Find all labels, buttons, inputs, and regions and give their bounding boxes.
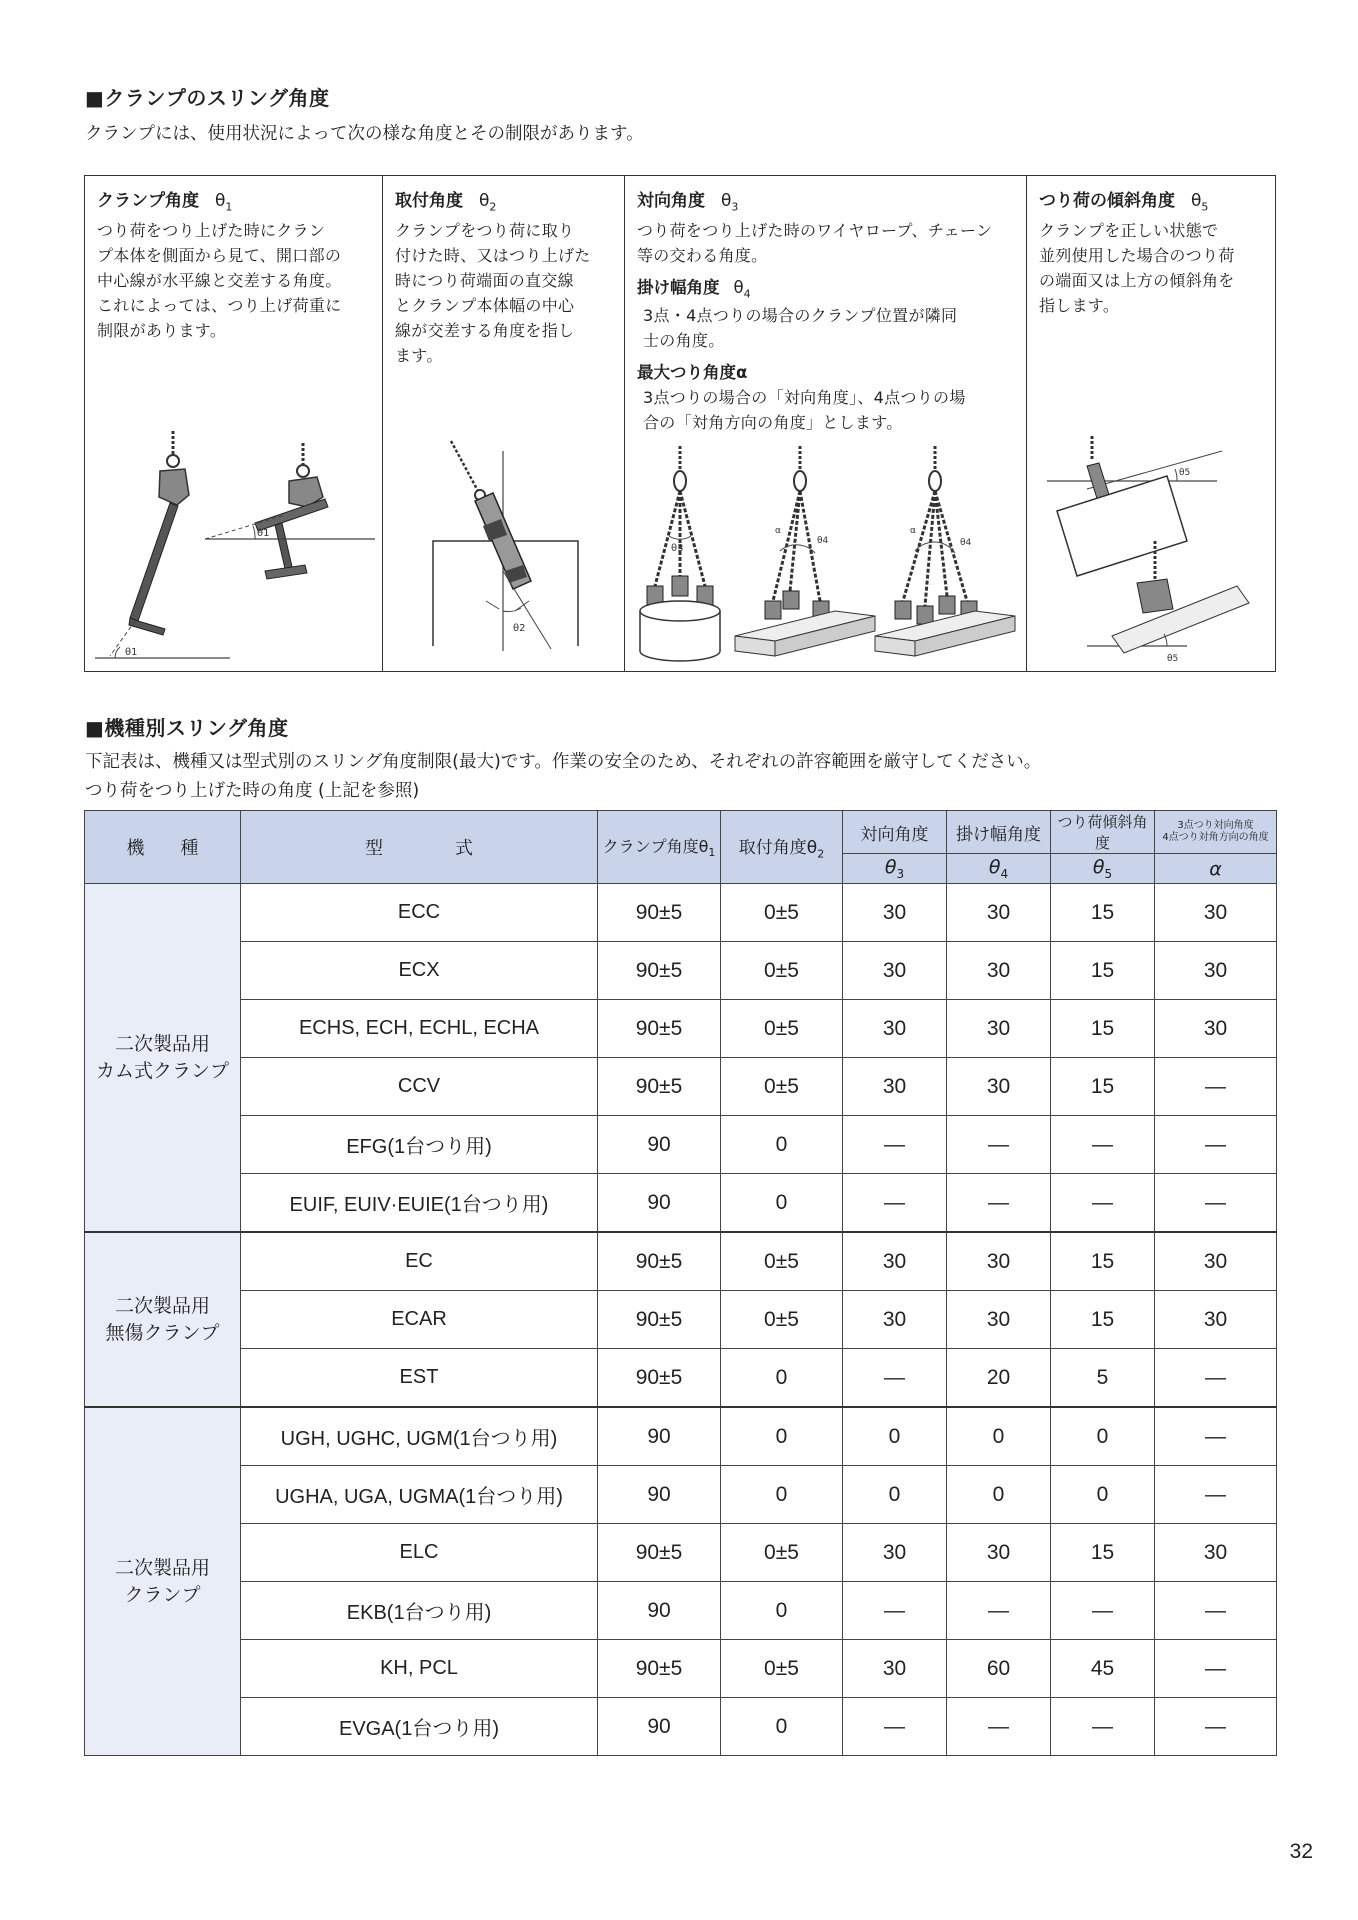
svg-text:α: α [775, 526, 781, 536]
value-cell: 20 [947, 1349, 1051, 1408]
value-cell: 90 [598, 1174, 721, 1233]
table-row [85, 942, 1277, 1000]
svg-text:θ4: θ4 [817, 536, 829, 546]
page-number: 32 [1289, 1840, 1313, 1863]
value-cell: 0 [721, 1698, 843, 1756]
header-theta3: $\theta_3$ [843, 854, 947, 884]
value-cell: 0 [721, 1407, 843, 1466]
opposite-angle-description: つり荷をつり上げた時のワイヤロープ、チェーン 等の交わる角度。 [637, 221, 993, 266]
value-cell: — [947, 1174, 1051, 1233]
value-cell: 90±5 [598, 1058, 721, 1116]
table-row [85, 1174, 1277, 1233]
table-row [85, 1232, 1277, 1291]
table-body [85, 884, 1277, 1756]
value-cell: 0 [721, 1582, 843, 1640]
value-cell: 90 [598, 1698, 721, 1756]
value-cell: 15 [1051, 1000, 1155, 1058]
value-cell: — [1051, 1174, 1155, 1233]
value-cell: 90 [598, 1582, 721, 1640]
header-theta4: $\theta_4$ [947, 854, 1051, 884]
opposite-angle-column [625, 176, 1027, 671]
opposite-angle-diagram [625, 441, 1025, 671]
sling-angle-table [84, 810, 1277, 1756]
value-cell: 30 [843, 884, 947, 942]
value-cell: 5 [1051, 1349, 1155, 1408]
value-cell: — [1155, 1698, 1277, 1756]
header-model: 型 式 [241, 811, 598, 884]
model-cell: ECX [241, 942, 598, 1000]
model-cell: EFG(1台つり用) [241, 1116, 598, 1174]
value-cell: — [947, 1698, 1051, 1756]
header-theta5: $\theta_5$ [1051, 854, 1155, 884]
value-cell: 90 [598, 1466, 721, 1524]
clamp-angle-description: つり荷をつり上げた時にクラン プ本体を側面から見て、開口部の 中心線が水平線と交差する角度。 これによっては、つり上げ荷重に 制限があります。 [97, 221, 342, 341]
value-cell: 15 [1051, 1291, 1155, 1349]
value-cell: 30 [843, 1000, 947, 1058]
value-cell: — [843, 1174, 947, 1233]
mount-angle-diagram [383, 431, 623, 671]
value-cell: — [1155, 1466, 1277, 1524]
table-row [85, 1116, 1277, 1174]
table-row [85, 1000, 1277, 1058]
value-cell: 0 [721, 1174, 843, 1233]
value-cell: 0 [947, 1407, 1051, 1466]
table-row [85, 1349, 1277, 1408]
model-cell: ELC [241, 1524, 598, 1582]
value-cell: 90±5 [598, 1291, 721, 1349]
mount-angle-description: クランプをつり荷に取り 付けた時、又はつり上げた 時につり荷端面の直交線 とクランプ本体幅の中心 線が交差する角度を指し ます。 [395, 221, 591, 366]
value-cell: 30 [947, 1058, 1051, 1116]
group-name: 二次製品用 クランプ [85, 1407, 241, 1756]
model-cell: KH, PCL [241, 1640, 598, 1698]
value-cell: 30 [843, 1291, 947, 1349]
header-alpha: α [1155, 854, 1277, 884]
header-tilt-angle: つり荷傾斜角度 [1051, 811, 1155, 854]
opposite-angle-title: 対向角度 $\theta_3$ [637, 191, 739, 214]
max-angle-title: 最大つり角度α [637, 362, 748, 382]
svg-text:θ1: θ1 [125, 647, 138, 658]
value-cell: 30 [947, 1232, 1051, 1291]
table-row [85, 1291, 1277, 1349]
value-cell: 30 [843, 1524, 947, 1582]
table-row [85, 1698, 1277, 1756]
model-cell: UGHA, UGA, UGMA(1台つり用) [241, 1466, 598, 1524]
group-name: 二次製品用 カム式クランプ [85, 884, 241, 1233]
svg-text:θ5: θ5 [1179, 468, 1191, 478]
section2-title: ■機種別スリング角度 [85, 716, 289, 740]
header-mount-angle: 取付角度$\theta_2$ [721, 811, 843, 884]
svg-text:θ1: θ1 [257, 528, 270, 539]
section2-text-2: つり荷をつり上げた時の角度 (上記を参照) [85, 781, 420, 801]
value-cell: 0 [843, 1466, 947, 1524]
table-row [85, 1466, 1277, 1524]
value-cell: 30 [843, 1058, 947, 1116]
value-cell: 90±5 [598, 1000, 721, 1058]
value-cell: — [1051, 1582, 1155, 1640]
mount-angle-column [383, 176, 625, 671]
value-cell: 0±5 [721, 1524, 843, 1582]
header-opposite-angle: 対向角度 [843, 811, 947, 854]
model-cell: ECHS, ECH, ECHL, ECHA [241, 1000, 598, 1058]
section1-intro: クランプには、使用状況によって次の様な角度とその制限があります。 [85, 124, 644, 144]
value-cell: 90 [598, 1407, 721, 1466]
value-cell: 0±5 [721, 1000, 843, 1058]
value-cell: — [1155, 1058, 1277, 1116]
width-angle-title: 掛け幅角度 $\theta_4$ [637, 278, 751, 301]
clamp-angle-title: クランプ角度 $\theta_1$ [97, 191, 233, 214]
model-cell: ECAR [241, 1291, 598, 1349]
header-kind: 機 種 [85, 811, 241, 884]
mount-angle-title: 取付角度 $\theta_2$ [395, 191, 497, 214]
value-cell: — [843, 1698, 947, 1756]
model-cell: EUIF, EUIV·EUIE(1台つり用) [241, 1174, 598, 1233]
value-cell: 30 [947, 1000, 1051, 1058]
value-cell: — [1155, 1407, 1277, 1466]
value-cell: 30 [843, 1640, 947, 1698]
value-cell: — [1051, 1116, 1155, 1174]
group-name: 二次製品用 無傷クランプ [85, 1232, 241, 1407]
value-cell: 30 [1155, 1232, 1277, 1291]
value-cell: 0±5 [721, 1291, 843, 1349]
value-cell: 30 [947, 942, 1051, 1000]
value-cell: 90±5 [598, 884, 721, 942]
table-row [85, 1524, 1277, 1582]
value-cell: — [1155, 1349, 1277, 1408]
value-cell: 90±5 [598, 1524, 721, 1582]
value-cell: — [1051, 1698, 1155, 1756]
table-row [85, 1058, 1277, 1116]
value-cell: 90 [598, 1116, 721, 1174]
value-cell: 0 [1051, 1407, 1155, 1466]
value-cell: 0 [843, 1407, 947, 1466]
svg-text:θ4: θ4 [960, 538, 972, 548]
header-clamp-angle: クランプ角度$\theta_1$ [598, 811, 721, 884]
model-cell: EVGA(1台つり用) [241, 1698, 598, 1756]
value-cell: 0 [721, 1466, 843, 1524]
value-cell: 0±5 [721, 942, 843, 1000]
value-cell: 30 [1155, 1524, 1277, 1582]
value-cell: 0±5 [721, 1640, 843, 1698]
model-cell: CCV [241, 1058, 598, 1116]
value-cell: — [843, 1582, 947, 1640]
value-cell: — [947, 1116, 1051, 1174]
table-row [85, 1582, 1277, 1640]
value-cell: 30 [1155, 1291, 1277, 1349]
svg-text:θ5: θ5 [1167, 654, 1179, 664]
model-cell: EST [241, 1349, 598, 1408]
model-cell: UGH, UGHC, UGM(1台つり用) [241, 1407, 598, 1466]
value-cell: 15 [1051, 1232, 1155, 1291]
model-cell: EC [241, 1232, 598, 1291]
tilt-angle-diagram [1027, 431, 1273, 671]
value-cell: — [947, 1582, 1051, 1640]
tilt-angle-column [1027, 176, 1275, 671]
value-cell: 30 [843, 1232, 947, 1291]
value-cell: 15 [1051, 1058, 1155, 1116]
table-row [85, 1407, 1277, 1466]
value-cell: 30 [1155, 942, 1277, 1000]
value-cell: — [843, 1116, 947, 1174]
value-cell: — [1155, 1582, 1277, 1640]
value-cell: 60 [947, 1640, 1051, 1698]
model-cell: ECC [241, 884, 598, 942]
value-cell: 90±5 [598, 1640, 721, 1698]
model-cell: EKB(1台つり用) [241, 1582, 598, 1640]
value-cell: — [1155, 1640, 1277, 1698]
table-row [85, 884, 1277, 942]
value-cell: 90±5 [598, 942, 721, 1000]
section2-text-1: 下記表は、機種又は型式別のスリング角度制限(最大)です。作業の安全のため、それぞれの許容範囲を厳守してください。 [85, 752, 1042, 772]
angle-definition-panel [84, 175, 1276, 672]
value-cell: 90±5 [598, 1232, 721, 1291]
value-cell: 45 [1051, 1640, 1155, 1698]
value-cell: 15 [1051, 1524, 1155, 1582]
value-cell: 0 [721, 1349, 843, 1408]
value-cell: 30 [947, 884, 1051, 942]
clamp-angle-diagram [85, 411, 381, 671]
value-cell: 0 [1051, 1466, 1155, 1524]
header-max-angle: 3点つり対向角度 4点つり対角方向の角度 [1155, 811, 1277, 854]
value-cell: 30 [947, 1524, 1051, 1582]
value-cell: 15 [1051, 942, 1155, 1000]
clamp-angle-column [85, 176, 383, 671]
value-cell: 30 [843, 942, 947, 1000]
value-cell: 0±5 [721, 884, 843, 942]
table-row [85, 1640, 1277, 1698]
value-cell: 30 [947, 1291, 1051, 1349]
width-angle-description: 3点・4点つりの場合のクランプ位置が隣同 士の角度。 [643, 305, 958, 350]
value-cell: — [1155, 1116, 1277, 1174]
value-cell: 0±5 [721, 1058, 843, 1116]
tilt-angle-title: つり荷の傾斜角度 $\theta_5$ [1039, 191, 1209, 214]
header-width-angle: 掛け幅角度 [947, 811, 1051, 854]
value-cell: 15 [1051, 884, 1155, 942]
value-cell: 30 [1155, 884, 1277, 942]
max-angle-description: 3点つりの場合の「対向角度」、4点つりの場 合の「対角方向の角度」とします。 [643, 387, 966, 432]
value-cell: 0 [721, 1116, 843, 1174]
value-cell: — [1155, 1174, 1277, 1233]
section1-title: ■クランプのスリング角度 [85, 86, 330, 110]
value-cell: 0±5 [721, 1232, 843, 1291]
tilt-angle-description: クランプを正しい状態で 並列使用した場合のつり荷 の端面又は上方の傾斜角を 指します。 [1039, 221, 1235, 316]
svg-text:θ3: θ3 [671, 543, 684, 554]
svg-text:θ2: θ2 [513, 623, 526, 634]
svg-text:α: α [910, 526, 916, 536]
value-cell: 0 [947, 1466, 1051, 1524]
value-cell: 30 [1155, 1000, 1277, 1058]
value-cell: — [843, 1349, 947, 1408]
value-cell: 90±5 [598, 1349, 721, 1408]
